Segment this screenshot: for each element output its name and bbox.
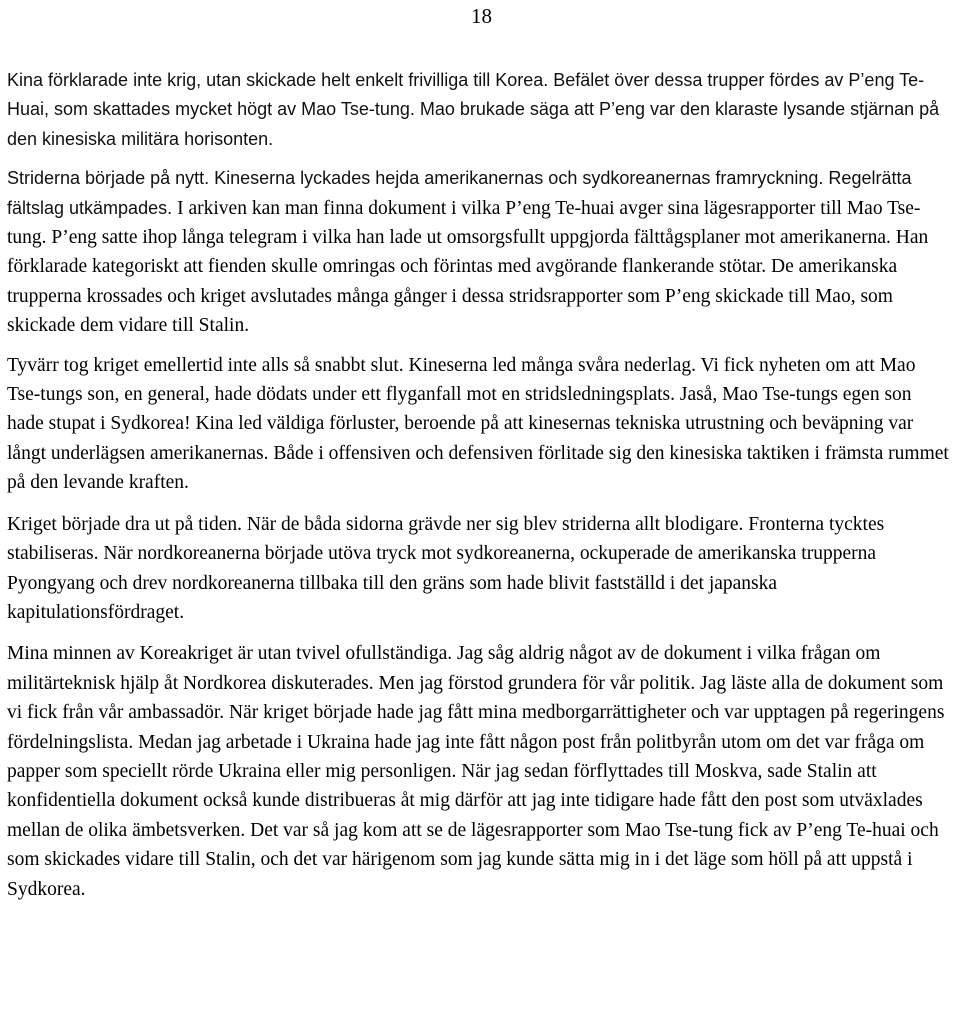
paragraph	[7, 351, 952, 498]
paragraph-text: Mina minnen av Koreakriget är utan tvivel ofullständiga. Jag såg aldrig något av de dokument i vilka frågan om militärteknisk hjälp åt Nordkorea diskuterades. Men jag förstod grundera för vår politik. Jag läste alla de dokument som vi fick från vår ambassadör. När kriget började hade jag fått mina medborgarrättigheter och var upptagen på regeringens fördelningslista. Medan jag arbetade i Ukraina hade jag inte fått någon post från politbyrån utom om det var fråga om papper som speciellt rörde Ukraina eller mig personligen. När jag sedan förflyttades till Moskva, sade Stalin att konfidentiella dokument också kunde distribueras åt mig därför att jag inte tidigare hade fått den post som utväxlades mellan de olika ämbetsverken. Det var så jag kom att se de lägesrapporter som Mao Tse-tung fick av P’eng Te-huai och som skickades vidare till Stalin, och det var härigenom som jag kunde sätta mig in i det läge som höll på att uppstå i Sydkorea.	[7, 643, 945, 900]
paragraph-text: Kriget började dra ut på tiden. När de båda sidorna grävde ner sig blev striderna allt blodigare. Fronterna tycktes stabiliseras. När nordkoreanerna började utöva tryck mot sydkoreanerna, ockuperade de amerikanska trupperna Pyongyang och drev nordkoreanerna tillbaka till den gräns som hade blivit fastställd i det japanska kapitulationsfördraget.	[7, 513, 885, 623]
page-number: 18	[471, 4, 492, 28]
paragraph-text: Tyvärr tog kriget emellertid inte alls så snabbt slut. Kineserna led många svåra nederlag. Vi fick nyheten om att Mao Tse-tungs son, en general, hade dödats under ett flyganfall mot en stridsledningsplats. Jaså, Mao Tse-tungs egen son hade stupat i Sydkorea! Kina led väldiga förluster, beroende på att kinesernas tekniska utrustning och beväpning var långt underlägsen amerikanernas. Både i offensiven och defensiven förlitade sig den kinesiska taktiken i främsta rummet på den levande kraften.	[7, 354, 949, 494]
paragraph	[7, 639, 952, 904]
paragraph	[7, 66, 952, 154]
paragraph-text: I arkiven kan man finna dokument i vilka P’eng Te-huai avger sina lägesrapporter till Mao Tse-tung. P’eng satte ihop långa telegram i vilka han lade ut omsorgsfullt uppgjorda fälttågsplaner mot amerikanerna. Han förklarade kategoriskt att fienden skulle omringas och förintas med avgörande flankerande stötar. De amerikanska trupperna krossades och kriget avslutades många gånger i dessa stridsrapporter som P’eng skickade till Mao, som skickade dem vidare till Stalin.	[7, 197, 929, 337]
document-body	[7, 66, 952, 914]
paragraph-text: Kina förklarade inte krig, utan skickade helt enkelt frivilliga till Korea. Befälet över dessa trupper fördes av P’eng Te-Huai, som skattades mycket högt av Mao Tse-tung. Mao brukade säga att P’eng var den klaraste lysande stjärnan på den kinesiska militära horisonten.	[7, 70, 940, 149]
paragraph-text: Striderna började på nytt. Kineserna lyckades hejda amerikanernas och sydkoreanernas framryckning. Regelrätta fältslag utkämpades.	[7, 168, 912, 218]
paragraph	[7, 510, 952, 628]
paragraph	[7, 164, 952, 340]
